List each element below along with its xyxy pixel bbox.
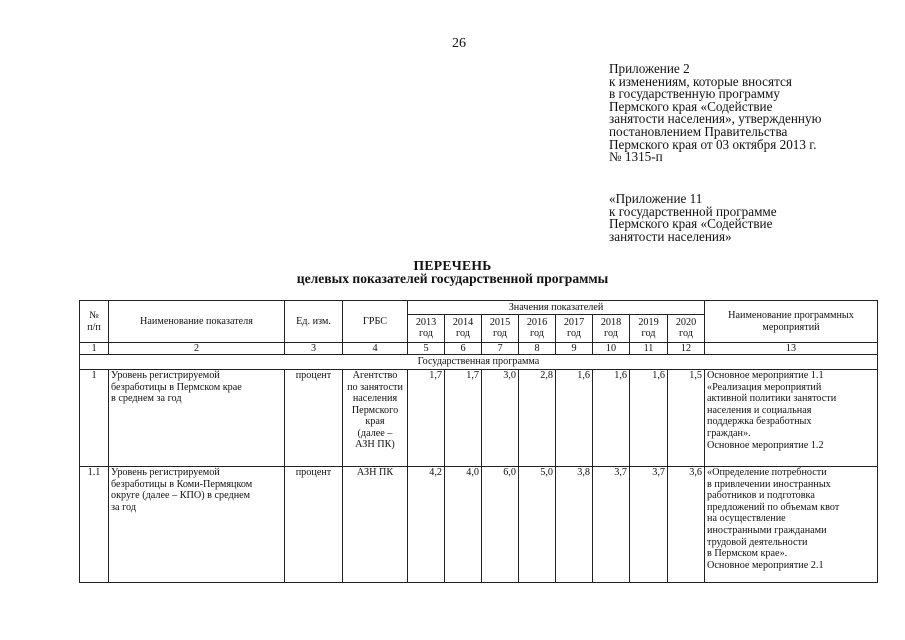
header-year: 2016 год [519, 315, 556, 343]
column-number: 1 [80, 343, 109, 355]
table-row [80, 370, 878, 467]
row-number: 1 [80, 370, 109, 467]
header-measures: Наименование программных мероприятий [705, 301, 878, 343]
value-cell: 1,6 [630, 370, 668, 467]
column-number: 5 [408, 343, 445, 355]
value-cell: 1,6 [556, 370, 593, 467]
measures-cell: Основное мероприятие 1.1 «Реализация мероприятий активной политики занятости населения и социальная поддержка безработных граждан». Основное мероприятие 1.2 [705, 370, 878, 467]
section-row [80, 355, 878, 370]
header-year: 2013 год [408, 315, 445, 343]
value-cell: 1,5 [668, 370, 705, 467]
value-cell: 2,8 [519, 370, 556, 467]
column-number: 11 [630, 343, 668, 355]
header-year: 2014 год [445, 315, 482, 343]
header-year: 2015 год [482, 315, 519, 343]
value-cell: 3,7 [630, 467, 668, 583]
annex-11-header: «Приложение 11 к государственной программе Пермского края «Содействие занятости населения» [609, 191, 777, 244]
value-cell: 4,0 [445, 467, 482, 583]
header-name: Наименование показателя [109, 301, 285, 343]
value-cell: 5,0 [519, 467, 556, 583]
column-number: 13 [705, 343, 878, 355]
value-cell: 6,0 [482, 467, 519, 583]
annex-2-header: Приложение 2 к изменениям, которые вносятся в государственную программу Пермского края «Содействие занятости населения», утвержденную постановлением Правительства Пермского края от 03 октября 2013 г. № 1315-п [609, 61, 822, 165]
title-line-2: целевых показателей государственной программы [296, 271, 609, 286]
value-cell: 3,6 [668, 467, 705, 583]
column-number: 12 [668, 343, 705, 355]
indicator-name: Уровень регистрируемой безработицы в Пермском крае в среднем за год [109, 370, 285, 467]
column-number: 8 [519, 343, 556, 355]
value-cell: 1,7 [445, 370, 482, 467]
measures-cell: «Определение потребности в привлечении иностранных работников и подготовка предложений по объемам квот на осуществление иностранными гражданами трудовой деятельности в Пермском крае». Основное мероприятие 2.1 [705, 467, 878, 583]
header-row-1 [80, 301, 878, 315]
header-values-group: Значения показателей [408, 301, 705, 315]
row-number: 1.1 [80, 467, 109, 583]
column-number: 7 [482, 343, 519, 355]
column-number-row [80, 343, 878, 355]
grbs-cell: АЗН ПК [343, 467, 408, 583]
column-number: 2 [109, 343, 285, 355]
column-number: 6 [445, 343, 482, 355]
header-grbs: ГРБС [343, 301, 408, 343]
value-cell: 3,7 [593, 467, 630, 583]
column-number: 4 [343, 343, 408, 355]
grbs-cell: Агентство по занятости населения Пермского края (далее – АЗН ПК) [343, 370, 408, 467]
header-num: № п/п [80, 301, 109, 343]
section-title: Государственная программа [80, 355, 878, 370]
header-year: 2019 год [630, 315, 668, 343]
header-year: 2017 год [556, 315, 593, 343]
document-title [0, 259, 905, 285]
table-row [80, 467, 878, 583]
page-number: 26 [452, 36, 466, 51]
header-year: 2020 год [668, 315, 705, 343]
value-cell: 3,8 [556, 467, 593, 583]
indicators-table [79, 300, 878, 583]
indicator-name: Уровень регистрируемой безработицы в Коми-Пермяцком округе (далее – КПО) в среднем за год [109, 467, 285, 583]
header-unit: Ед. изм. [285, 301, 343, 343]
value-cell: 4,2 [408, 467, 445, 583]
value-cell: 3,0 [482, 370, 519, 467]
header-year: 2018 год [593, 315, 630, 343]
column-number: 10 [593, 343, 630, 355]
value-cell: 1,6 [593, 370, 630, 467]
title-line-1: ПЕРЕЧЕНЬ [413, 258, 492, 273]
value-cell: 1,7 [408, 370, 445, 467]
column-number: 9 [556, 343, 593, 355]
unit-cell: процент [285, 370, 343, 467]
unit-cell: процент [285, 467, 343, 583]
column-number: 3 [285, 343, 343, 355]
